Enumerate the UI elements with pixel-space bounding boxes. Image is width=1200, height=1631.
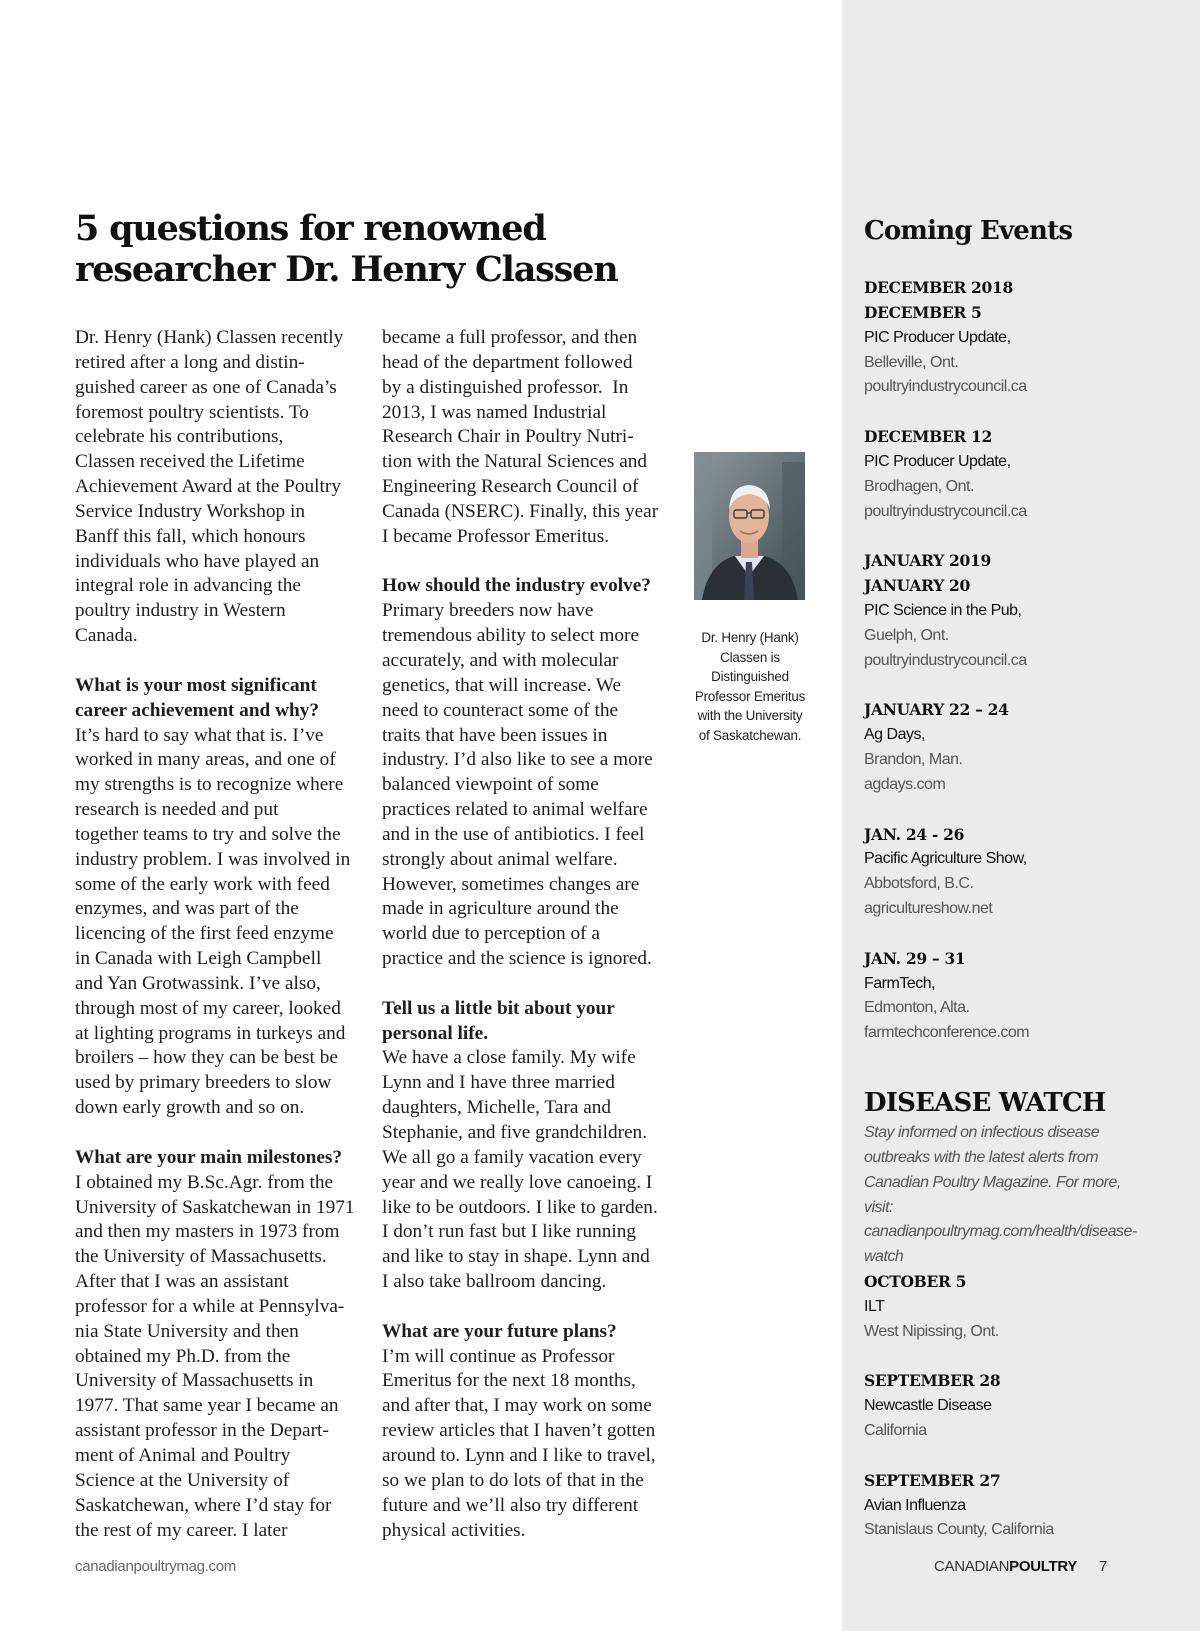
- disease-location: California: [864, 1422, 927, 1440]
- disease-watch-list: [864, 1270, 1184, 1568]
- disease-location: Stanislaus County, California: [864, 1521, 1054, 1539]
- event-date: JAN. 24 - 26: [864, 824, 965, 844]
- disease-location: West Nipissing, Ont.: [864, 1322, 999, 1340]
- disease-name: Avian Influenza: [864, 1496, 966, 1514]
- event-website-link[interactable]: poultryindustrycouncil.ca: [864, 378, 1027, 396]
- disease-name: ILT: [864, 1297, 885, 1315]
- event-name: Pacific Agriculture Show,: [864, 850, 1027, 868]
- question-4: Tell us a little bit about your personal life.: [382, 997, 615, 1044]
- photo-caption: Dr. Henry (Hank) Classen is Distinguished Professor Emeritus with the University of Saskatchewan.: [694, 630, 806, 743]
- event-location: Guelph, Ont.: [864, 626, 949, 644]
- disease-watch-intro: Stay informed on infectious disease outbreaks with the latest alerts from Canadian Poultry Magazine. For more, visit: canadianpoultrymag.com/health/disease-watch: [864, 1124, 1137, 1266]
- event-name: FarmTech,: [864, 974, 936, 992]
- article-headline: [75, 208, 695, 290]
- event-date: DECEMBER 12: [864, 427, 993, 447]
- event-item: [864, 425, 1184, 524]
- milestones-continued: became a full professor, and then head of the department followed by a distinguished professor. In 2013, I was named Industrial Research Chair in Poultry Nutri- tion with the Natural Sciences and Engineering Research Council of Canada (NSERC). Finally, this year I became Professor Emeritus.: [382, 327, 659, 547]
- footer-brand: [934, 1558, 1107, 1575]
- event-item: [864, 549, 1184, 673]
- question-5: What are your future plans?: [382, 1320, 617, 1342]
- disease-date: SEPTEMBER 27: [864, 1470, 1001, 1490]
- event-location: Brandon, Man.: [864, 751, 963, 769]
- page-number: 7: [1099, 1558, 1108, 1575]
- portrait-illustration: [694, 452, 805, 600]
- brand-light: CANADIAN: [934, 1558, 1010, 1575]
- event-website-link[interactable]: farmtechconference.com: [864, 1024, 1030, 1042]
- portrait-photo: [694, 452, 805, 600]
- disease-item: [864, 1369, 1184, 1444]
- event-website-link[interactable]: poultryindustrycouncil.ca: [864, 651, 1027, 669]
- event-item: [864, 823, 1184, 922]
- event-location: Brodhagen, Ont.: [864, 477, 974, 495]
- disease-item: [864, 1270, 1184, 1345]
- event-date: DECEMBER 5: [864, 302, 982, 322]
- event-website-link[interactable]: agdays.com: [864, 775, 946, 793]
- brand-bold: POULTRY: [1009, 1558, 1078, 1575]
- disease-date: OCTOBER 5: [864, 1272, 967, 1291]
- coming-events-list: [864, 276, 1184, 1071]
- headline-line-1: 5 questions for renowned: [75, 208, 546, 249]
- event-date: JANUARY 20: [864, 576, 971, 596]
- event-location: Abbotsford, B.C.: [864, 875, 974, 893]
- event-location: Belleville, Ont.: [864, 353, 959, 371]
- question-1: What is your most significant career achievement and why?: [75, 674, 320, 721]
- event-date: JAN. 29 – 31: [864, 948, 966, 968]
- month-heading: DECEMBER 2018: [864, 278, 1013, 297]
- event-name: PIC Producer Update,: [864, 328, 1011, 346]
- disease-watch-title: DISEASE WATCH: [864, 1088, 1106, 1118]
- headline-line-2: researcher Dr. Henry Classen: [75, 249, 618, 290]
- article-column-2: [382, 326, 672, 1568]
- question-3: How should the industry evolve?: [382, 575, 651, 597]
- question-4-block: Tell us a little bit about your personal life. We have a close family. My wife Lynn and I have three married daughters, Michelle, Tara and Stephanie, and five grandchildren. We all go a family vacation every year and we really love canoeing. I like to be outdoors. I like to garden. I don’t run fast but I like running and like to stay in shape. Lynn and I also take ballroom dancing.: [382, 997, 672, 1295]
- event-location: Edmonton, Alta.: [864, 999, 970, 1017]
- question-2-block: What are your main milestones? I obtained my B.Sc.Agr. from the University of Saskatchewan in 1971 and then my masters in 1973 from the University of Massachusetts. After that I was an assistant professor for a while at Pennsylva- nia State University and then obtained my Ph.D. from the University of Massachusetts in 1977. That same year I became an assistant professor in the Depart- ment of Animal and Poultry Science at the University of Saskatchewan, where I’d stay for the rest of my career. I later: [75, 1146, 370, 1544]
- disease-name: Newcastle Disease: [864, 1397, 992, 1415]
- event-date: JANUARY 22 – 24: [864, 700, 1009, 720]
- event-name: Ag Days,: [864, 726, 925, 744]
- event-item: [864, 276, 1184, 400]
- article-column-1: [75, 326, 370, 1568]
- event-name: PIC Science in the Pub,: [864, 601, 1022, 619]
- coming-events-title: Coming Events: [864, 216, 1073, 246]
- question-1-block: What is your most significant career achievement and why? It’s hard to say what that is. I’ve worked in many areas, and one of my strengths is to recognize where research is needed and put together teams to try and solve the industry problem. I was involved in some of the early work with feed enzymes, and was part of the licencing of the first feed enzyme in Canada with Leigh Campbell and Yan Grotwassink. I’ve also, through most of my career, looked at lighting programs in turkeys and broilers – how they can be best be used by primary breeders to slow down early growth and so on.: [75, 674, 370, 1121]
- question-2: What are your main milestones?: [75, 1146, 343, 1168]
- disease-date: SEPTEMBER 28: [864, 1371, 1001, 1391]
- event-name: PIC Producer Update,: [864, 452, 1011, 470]
- question-5-block: What are your future plans? I’m will continue as Professor Emeritus for the next 18 months, and after that, I may work on some review articles that I haven’t gotten around to. Lynn and I like to travel, so we plan to do lots of that in the future and we’ll also try different physical activities.: [382, 1320, 672, 1544]
- disease-item: [864, 1469, 1184, 1544]
- article-intro: Dr. Henry (Hank) Classen recently retired after a long and distin- guished career as one of Canada’s foremost poultry scientists. To celebrate his contributions, Classen received the Lifetime Achievement Award at the Poultry Service Industry Workshop in Banff this fall, which honours individuals who have played an integral role in advancing the poultry industry in Western Canada.: [75, 327, 344, 647]
- event-item: [864, 947, 1184, 1046]
- event-website-link[interactable]: poultryindustrycouncil.ca: [864, 502, 1027, 520]
- question-3-block: How should the industry evolve? Primary breeders now have tremendous ability to select more accurately, and with molecular genetics, that will increase. We need to counteract some of the traits that have been issues in industry. I’d also like to see a more balanced viewpoint of some practices related to animal welfare and in the use of antibiotics. I feel strongly about animal welfare. However, sometimes changes are made in agriculture around the world due to perception of a practice and the science is ignored.: [382, 574, 672, 972]
- event-item: [864, 698, 1184, 797]
- event-website-link[interactable]: agricultureshow.net: [864, 900, 993, 918]
- month-heading: JANUARY 2019: [864, 551, 991, 571]
- footer-site-link[interactable]: canadianpoultrymag.com: [75, 1558, 236, 1575]
